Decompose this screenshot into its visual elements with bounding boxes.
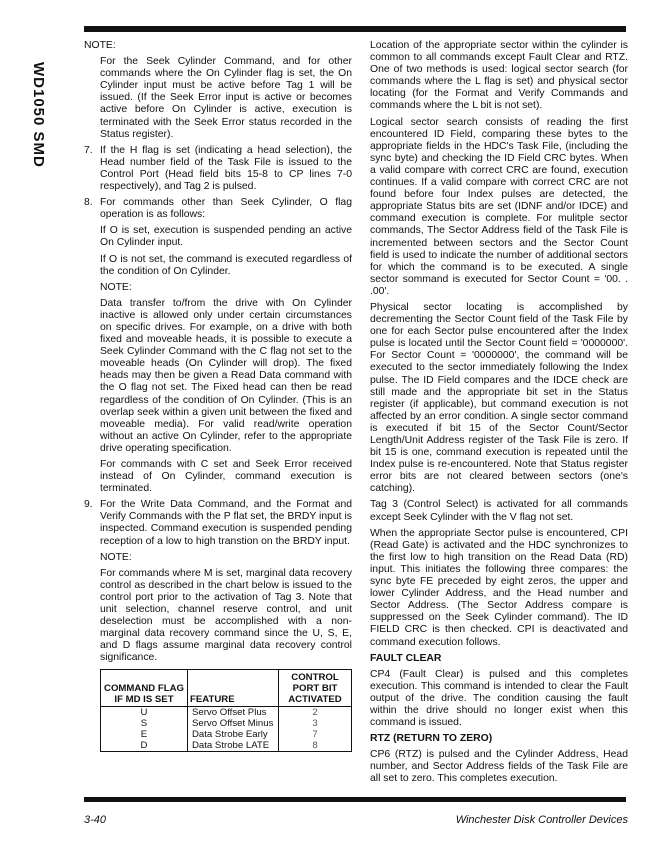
item-paragraph: If O is set, execution is suspended pending an active On Cylinder input.	[100, 225, 352, 249]
item-text: For the Write Data Command, and the Format and Verify Commands with the P flat set, the BRDY input is inspected. Command execution is suspended pending reception of a low to high transtion on the BRDY input.	[100, 499, 352, 547]
cell-bit: 8	[312, 739, 318, 751]
cell-feature: Servo Offset Plus	[188, 706, 279, 718]
cell-bit: 2	[312, 706, 318, 718]
header-command-flag: COMMAND FLAG IF MD IS SET	[101, 669, 188, 706]
item-text: For commands other than Seek Cylinder, O flag operation is as follows:	[100, 197, 352, 221]
paragraph: CP6 (RTZ) is pulsed and the Cylinder Address, Head number, and Sector Address fields of the Task File are all set to zero. This completes execution.	[370, 749, 628, 785]
note-text: For the Seek Cylinder Command, and for other commands where the On Cylinder flag is set, the On Cylinder input must be active before Tag 1 will be issued. (If the Seek Error input is active or becomes active before On Cylinder is active, execution is terminated with the Seek Error status recorded in the Status register).	[100, 56, 352, 140]
right-column	[370, 40, 628, 790]
note-heading: NOTE:	[100, 551, 132, 563]
table-header-row	[101, 669, 352, 706]
side-label: WD1050 SMD	[30, 62, 47, 168]
note-text: Data transfer to/from the drive with On Cylinder inactive is allowed only under certain circumstances on specific drives. For example, on a drive with both fixed and moveable heads, it is possible to execute a Seek Cylinder Command with the C flag not set to the moveable heads (On Cylinder will drop). The fixed heads may then be given a Read Data command with the O flag not set. The Fixed head can then be read regardless of the condition of On Cylinder. (This is an overlap seek within a given unit between the fixed and moveable media). For valid read/write operation without an active On Cylinder, refer to the appropriate drive operating specification.	[100, 297, 352, 454]
table-row	[101, 729, 352, 740]
note-heading: NOTE:	[100, 281, 132, 293]
cell-flag: U	[101, 706, 188, 718]
item-number: 9.	[84, 499, 93, 511]
cell-feature: Servo Offset Minus	[188, 718, 279, 729]
cell-feature: Data Strobe Early	[188, 729, 279, 740]
footer-title: Winchester Disk Controller Devices	[455, 814, 628, 826]
table-row	[101, 740, 352, 752]
header-control-port-bit: CONTROL PORT BIT ACTIVATED	[279, 669, 352, 706]
page-number: 3-40	[84, 814, 107, 826]
note-text: For commands where M is set, marginal data recovery control as described in the chart below is issued to the control port prior to the activation of Tag 3. Note that unit selection, channel reserve control, and unit deselection must be accomplished with a non-marginal data recovery command since the U, S, E, and D flags assume marginal data recovery control significance.	[100, 567, 352, 664]
top-rule	[84, 26, 626, 32]
paragraph: CP4 (Fault Clear) is pulsed and this completes execution. This command is intended to clear the Fault output of the drive. The condition causing the fault within the drive should no longer exist when this command is issued.	[370, 668, 628, 729]
left-column	[84, 40, 352, 752]
item-number: 7.	[84, 144, 93, 156]
paragraph: Location of the appropriate sector within the cylinder is common to all commands except Fault Clear and RTZ. One of two methods is used: logical sector search (for commands where the L flag is set) and physical sector locating (for the Format and Verify Commands and commands where the L bit is not set).	[370, 40, 628, 112]
table-row	[101, 718, 352, 729]
section-heading-fault-clear: FAULT CLEAR	[370, 652, 442, 664]
recovery-control-table	[100, 669, 352, 752]
item-text: If the H flag is set (indicating a head selection), the Head number field of the Task File is issued to the Control Port (Head field bits 15-8 to CP lines 7-0 respectively), and Tag 2 is pulsed.	[100, 144, 352, 193]
item-number: 8.	[84, 197, 93, 209]
paragraph: When the appropriate Sector pulse is encountered, CPI (Read Gate) is activated and the HDC synchronizes to the first low to high transition on the Read Data (RD) input. This initiates the following three compares: the sync byte FE preceded by eight zeros, the upper and lower Cylinder Address, and the Head number and Sector Address. (The Sector Address compare is suppressed on the Seek Cylinder command). The ID FIELD CRC is then checked. CPI is deactivated and command execution follows.	[370, 527, 628, 648]
note-text: For commands with C set and Seek Error received instead of On Cylinder, command execution is terminated.	[100, 459, 352, 495]
cell-feature: Data Strobe LATE	[188, 740, 279, 752]
list-item-7	[84, 145, 352, 193]
cell-flag: S	[101, 718, 188, 729]
note-heading: NOTE:	[84, 40, 116, 51]
cell-flag: E	[101, 729, 188, 740]
item-paragraph: If O is not set, the command is executed regardless of the condition of On Cylinder.	[100, 253, 352, 277]
header-feature: FEATURE	[188, 669, 279, 706]
cell-flag: D	[101, 740, 188, 752]
table-row	[101, 706, 352, 718]
list-item-9	[84, 499, 352, 547]
cell-bit: 7	[312, 728, 318, 740]
section-heading-rtz: RTZ (RETURN TO ZERO)	[370, 733, 493, 745]
paragraph: Logical sector search consists of reading the first encountered ID Field, comparing these bytes to the appropriate fields in the HDC's Task File, (including the sync byte) and checking the ID Field CRC bytes. When a valid compare with correct CRC are found, execution continues. If a valid compare with correct CRC are not found before four Index pulses are detected, the appropriate Status bits are set (IDNF and/or IDCE) and command execution is complete. For mulitple sector commands, The Sector Address field of the Task File is incremented between sectors and the Sector Count field is used to indicate the number of additional sectors for which the command is to be executed. A single sector sommand is executed for Sector Count = '00. . .00'.	[370, 116, 628, 297]
paragraph: Tag 3 (Control Select) is activated for all commands except Seek Cylinder with the V flag not set.	[370, 499, 628, 523]
list-item-8	[84, 197, 352, 221]
bottom-rule	[84, 797, 626, 802]
paragraph: Physical sector locating is accomplished by decrementing the Sector Count field of the Task File by one for each Sector pulse encountered after the Index pulse is located until the Sector Count field = '0000000'. For Sector Count = '0000000', the command will be executed to the sector immediately following the Index pulse. The ID Field compares and the IDCE check are still made and the appropriate bit set in the Status register (if applicable), but command execution is not affected by an error condition. A single sector command is executed if bit 15 of the Sector Count/Sector Length/Unit Address register of the Task File is zero. If bit 15 is one, command execution is repeated until the Index pulse is re-encountered. Note that Status register error bits are not cleared between sectors (one's catching).	[370, 301, 628, 495]
cell-bit: 3	[312, 717, 318, 729]
